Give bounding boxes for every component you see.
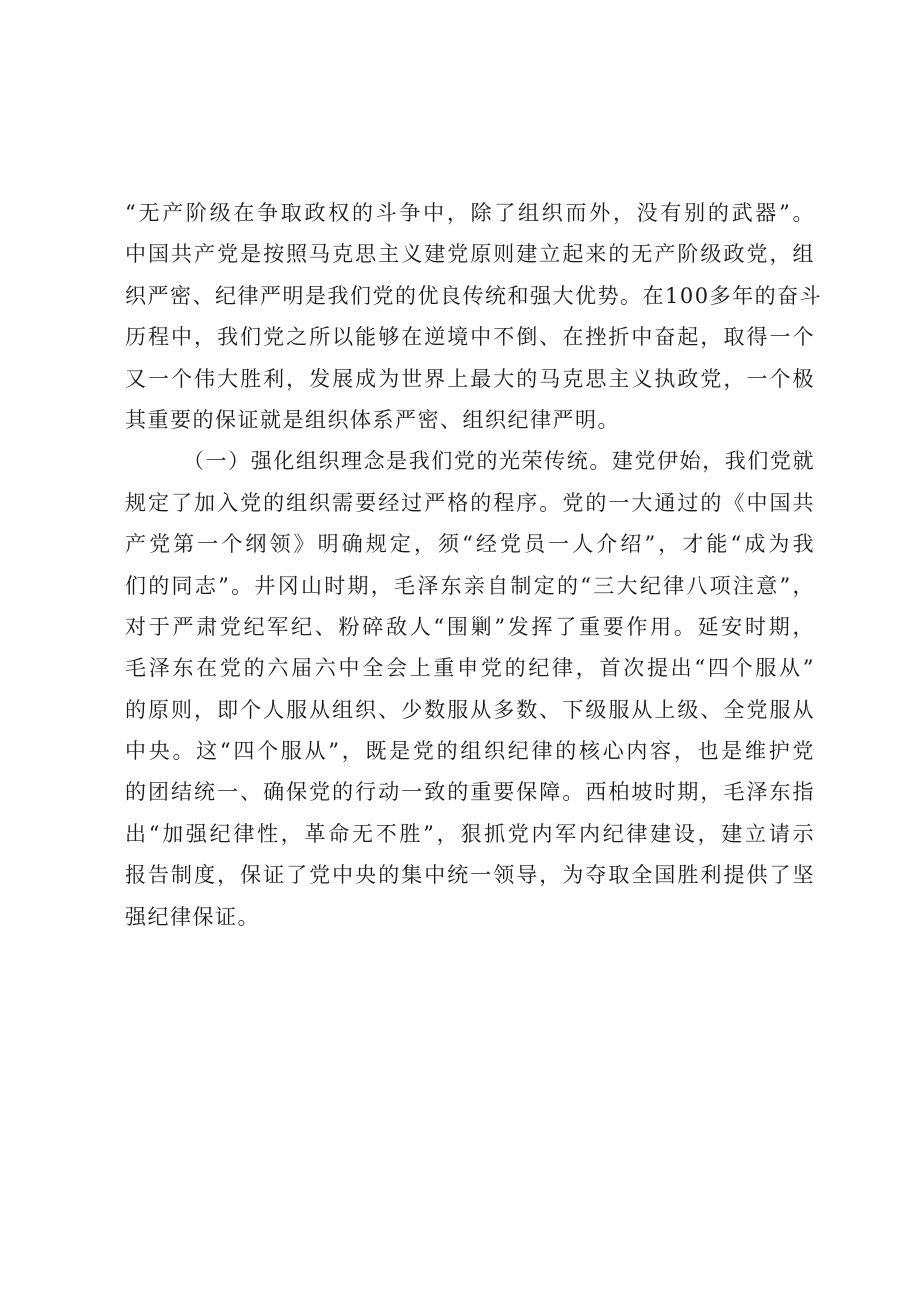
paragraph-2-line: 的团结统一、确保党的行动一致的重要保障。西柏坡时期，毛泽东指: [125, 780, 815, 805]
paragraph-2-line: 毛泽东在党的六届六中全会上重申党的纪律，首次提出“四个服从”: [125, 656, 815, 681]
paragraph-2-line: 规定了加入党的组织需要经过严格的程序。党的一大通过的《中国共: [125, 490, 815, 515]
paragraph-2-line: 们的同志”。井冈山时期，毛泽东亲自制定的“三大纪律八项注意”，: [125, 573, 815, 598]
paragraph-2-line: 出“加强纪律性，革命无不胜”，狠抓党内军内纪律建设，建立请示: [125, 821, 815, 846]
paragraph-1-line: 其重要的保证就是组织体系严密、组织纪律严明。: [125, 407, 620, 432]
paragraph-2-line: 强纪律保证。: [125, 904, 260, 929]
paragraph-2-line: 中央。这“四个服从”，既是党的组织纪律的核心内容，也是维护党: [125, 739, 815, 764]
paragraph-2-line: 的原则，即个人服从组织、少数服从多数、下级服从上级、全党服从: [125, 697, 815, 722]
paragraph-1-line: 织严密、纪律严明是我们党的优良传统和强大优势。在100多年的奋斗: [125, 283, 823, 308]
document-body: [125, 193, 823, 938]
paragraph-1-line: 中国共产党是按照马克思主义建党原则建立起来的无产阶级政党，组: [125, 242, 815, 267]
paragraph-2-line: 报告制度，保证了党中央的集中统一领导，为夺取全国胜利提供了坚: [125, 863, 815, 888]
paragraph-1-line: 历程中，我们党之所以能够在逆境中不倒、在挫折中奋起，取得一个: [125, 325, 815, 350]
paragraph-2-line: 产党第一个纲领》明确规定，须“经党员一人介绍”，才能“成为我: [125, 532, 815, 557]
paragraph-1-line: 又一个伟大胜利，发展成为世界上最大的马克思主义执政党，一个极: [125, 366, 815, 391]
paragraph-2-heading-line: （一）强化组织理念是我们党的光荣传统。建党伊始，我们党就: [183, 449, 815, 474]
paragraph-2-line: 对于严肃党纪军纪、粉碎敌人“围剿”发挥了重要作用。延安时期，: [125, 614, 815, 639]
paragraph-1-line: “无产阶级在争取政权的斗争中，除了组织而外，没有别的武器”。: [125, 201, 815, 225]
